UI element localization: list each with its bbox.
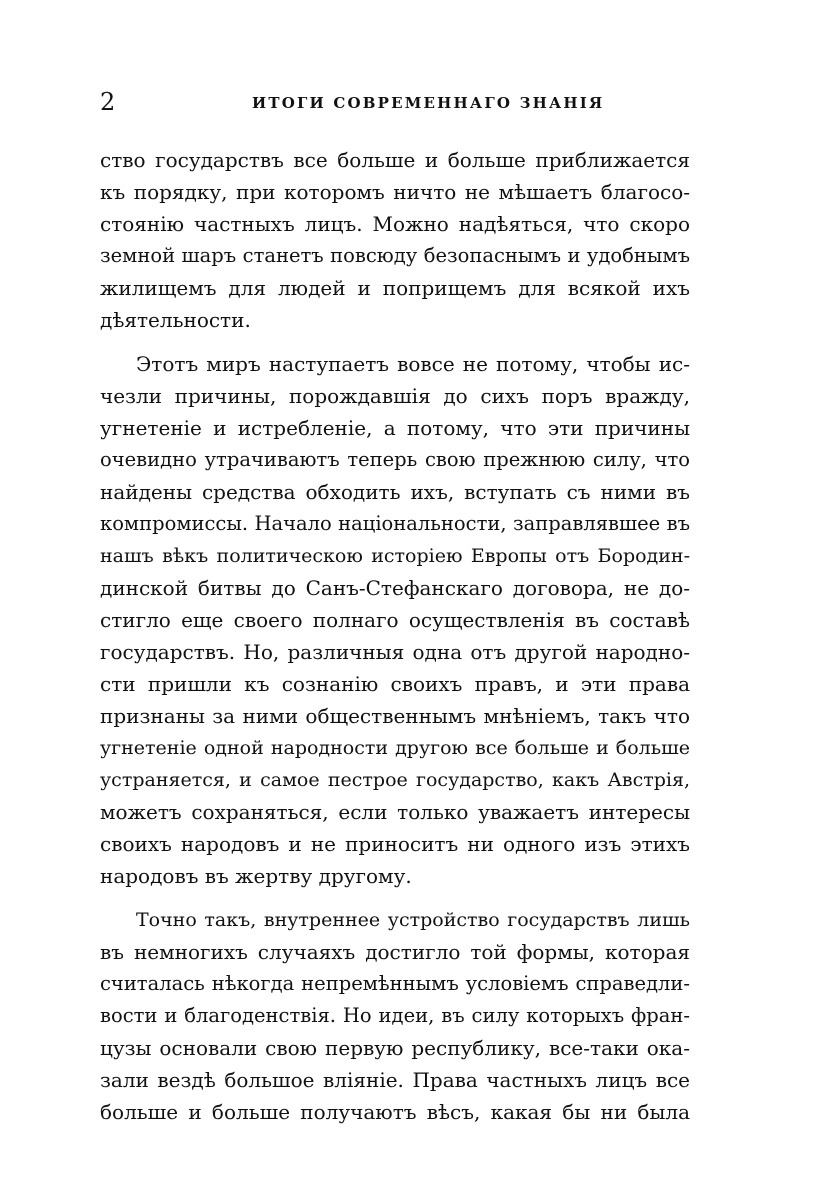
text-line: считалась нѣкогда непремѣннымъ условіемъ справедли-: [100, 972, 690, 995]
page-header: [100, 86, 690, 118]
text-line: дѣятельности.: [100, 308, 251, 332]
text-line: Точно такъ, внутреннее устройство государствъ лишь: [136, 909, 690, 931]
text-line: чезли причины, порождавшія до сихъ поръ вражду,: [100, 384, 690, 408]
text-line: своихъ народовъ и не приноситъ ни одного изъ этихъ: [100, 832, 690, 856]
text-line: народовъ въ жертву другому.: [100, 864, 412, 888]
running-title: ИТОГИ СОВРЕМЕННАГО ЗНАНІЯ: [252, 94, 605, 112]
paragraph-gap: [100, 892, 690, 904]
text-line: очевидно утрачиваютъ теперь свою прежнюю силу, что: [100, 448, 690, 471]
text-line: къ порядку, при которомъ ничто не мѣшаетъ благосо-: [100, 180, 690, 204]
text-line: сти пришли къ сознанію своихъ правъ, и эти права: [100, 672, 690, 696]
text-line: стигло еще своего полнаго осуществленія въ составѣ: [100, 608, 690, 632]
text-line: ство государствъ все больше и больше приближается: [100, 148, 690, 172]
text-line: найдены средства обходить ихъ, вступать съ ними въ: [100, 480, 690, 504]
paragraph: [100, 348, 690, 892]
text-line: нашъ вѣкъ политическою исторіею Европы отъ Бородин-: [100, 545, 690, 567]
text-line: компромиссы. Начало національности, заправлявшее въ: [100, 512, 690, 535]
paragraph: [100, 904, 690, 1128]
body-text: [100, 144, 690, 1128]
text-line: можетъ сохраняться, если только уважаетъ интересы: [100, 800, 690, 824]
text-line: Этотъ миръ наступаетъ вовсе не потому, чтобы ис-: [136, 352, 690, 376]
text-line: больше и больше получаютъ вѣсъ, какая бы ни была: [100, 1100, 690, 1124]
text-line: устраняется, и самое пестрое государство, какъ Австрія,: [100, 769, 690, 791]
text-line: въ немногихъ случаяхъ достигло той формы, которая: [100, 940, 690, 964]
text-line: динской битвы до Санъ-Стефанскаго договора, не до-: [100, 576, 690, 600]
paragraph-gap: [100, 336, 690, 348]
text-line: государствъ. Но, различныя одна отъ другой народно-: [100, 640, 690, 664]
text-line: вости и благоденствія. Но идеи, въ силу которыхъ фран-: [100, 1004, 690, 1027]
text-line: угнетеніе и истребленіе, а потому, что эти причины: [100, 416, 690, 440]
text-line: стоянію частныхъ лицъ. Можно надѣяться, что скоро: [100, 212, 690, 236]
text-line: земной шаръ станетъ повсюду безопаснымъ и удобнымъ: [100, 244, 690, 267]
text-line: цузы основали свою первую республику, все-таки ока-: [100, 1036, 690, 1060]
page-number: 2: [100, 88, 116, 116]
paragraph: [100, 144, 690, 336]
text-line: признаны за ними общественнымъ мнѣніемъ, такъ что: [100, 704, 690, 728]
text-line: угнетеніе одной народности другою все больше и больше: [100, 737, 690, 759]
text-line: зали вездѣ большое вліяніе. Права частныхъ лицъ все: [100, 1068, 690, 1092]
text-line: жилищемъ для людей и поприщемъ для всякой ихъ: [100, 276, 690, 300]
